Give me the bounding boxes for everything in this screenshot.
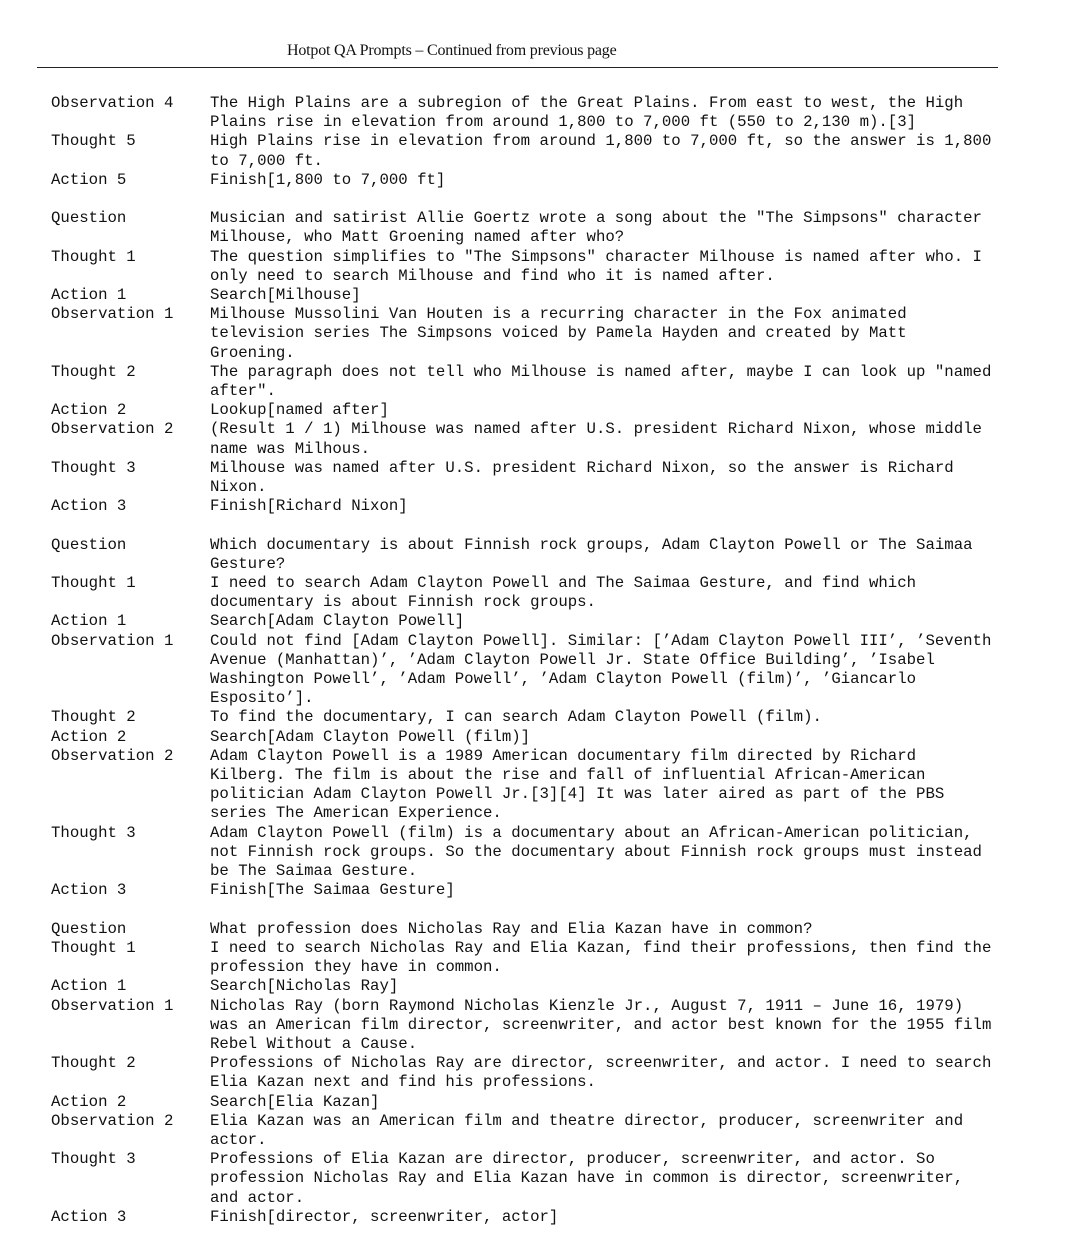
row-label: Thought 2 — [51, 1054, 136, 1073]
row-label: Action 1 — [51, 612, 127, 631]
row-label: Action 2 — [51, 401, 127, 420]
transcript-row — [51, 132, 1051, 170]
row-text: Finish[director, screenwriter, actor] — [210, 1207, 559, 1226]
row-label: Action 1 — [51, 286, 127, 305]
example-block — [51, 536, 1051, 901]
row-label: Action 5 — [51, 170, 127, 189]
transcript-row — [51, 920, 1051, 939]
transcript-row — [51, 536, 1051, 574]
page-header-title: Hotpot QA Prompts – Continued from previous page — [287, 42, 617, 59]
transcript-row — [51, 305, 1051, 363]
row-text: Search[Adam Clayton Powell] — [210, 612, 465, 631]
transcript-row — [51, 977, 1051, 996]
row-label: Observation 2 — [51, 420, 174, 439]
row-text: I need to search Adam Clayton Powell and The Saimaa Gesture, and find which documentary is about Finnish rock groups. — [210, 574, 917, 612]
transcript-row — [51, 708, 1051, 727]
row-label: Observation 2 — [51, 1111, 174, 1130]
transcript-row — [51, 881, 1051, 900]
transcript-row — [51, 632, 1051, 709]
row-text: Nicholas Ray (born Raymond Nicholas Kienzle Jr., August 7, 1911 – June 16, 1979) was an American film director, screenwriter, and actor best known for the 1955 film Rebel Without a Cause. — [210, 996, 992, 1053]
transcript-row — [51, 612, 1051, 631]
transcript-row — [51, 747, 1051, 824]
row-label: Observation 1 — [51, 631, 174, 650]
row-label: Question — [51, 209, 127, 228]
row-label: Action 2 — [51, 727, 127, 746]
transcript-row — [51, 1093, 1051, 1112]
prompt-content — [51, 94, 1051, 1234]
transcript-row — [51, 1112, 1051, 1150]
row-text: Finish[Richard Nixon] — [210, 497, 408, 516]
row-text: High Plains rise in elevation from around 1,800 to 7,000 ft, so the answer is 1,800 to 7,000 ft. — [210, 132, 992, 170]
row-label: Thought 5 — [51, 132, 136, 151]
transcript-row — [51, 1208, 1051, 1227]
row-text: The question simplifies to "The Simpsons" character Milhouse is named after who. I only need to search Milhouse and find who it is named after. — [210, 247, 982, 285]
row-text: Professions of Elia Kazan are director, producer, screenwriter, and actor. So profession Nicholas Ray and Elia Kazan have in common is director, screenwriter, and actor. — [210, 1150, 964, 1207]
example-block — [51, 209, 1051, 516]
row-text: Lookup[named after] — [210, 401, 389, 420]
transcript-row — [51, 824, 1051, 882]
row-label: Thought 3 — [51, 458, 136, 477]
row-label: Action 1 — [51, 977, 127, 996]
transcript-row — [51, 939, 1051, 977]
row-label: Thought 1 — [51, 938, 136, 957]
row-text: Search[Milhouse] — [210, 286, 361, 305]
transcript-row — [51, 497, 1051, 516]
transcript-row — [51, 574, 1051, 612]
row-label: Observation 4 — [51, 94, 174, 112]
transcript-row — [51, 363, 1051, 401]
row-text: Finish[1,800 to 7,000 ft] — [210, 170, 446, 189]
transcript-row — [51, 171, 1051, 190]
transcript-row — [51, 997, 1051, 1055]
row-label: Thought 1 — [51, 574, 136, 593]
row-text: Elia Kazan was an American film and theatre director, producer, screenwriter and actor. — [210, 1111, 964, 1149]
row-text: Search[Adam Clayton Powell (film)] — [210, 727, 531, 746]
row-text: The paragraph does not tell who Milhouse is named after, maybe I can look up "named after". — [210, 362, 992, 401]
row-text: Finish[The Saimaa Gesture] — [210, 881, 455, 900]
row-text: Musician and satirist Allie Goertz wrote a song about the "The Simpsons" character Milhouse, who Matt Groening named after who? — [210, 209, 982, 247]
example-block — [51, 920, 1051, 1227]
row-text: Professions of Nicholas Ray are director, screenwriter, and actor. I need to search Elia Kazan next and find his professions. — [210, 1054, 992, 1092]
row-text: The High Plains are a subregion of the Great Plains. From east to west, the High Plains rise in elevation from around 1,800 to 7,000 ft (550 to 2,130 m).[3] — [210, 94, 964, 132]
row-text: Adam Clayton Powell (film) is a documentary about an African-American politician, not Finnish rock groups. So the documentary about Finnish rock groups must instead be The Saimaa Gesture. — [210, 823, 982, 881]
row-label: Action 3 — [51, 497, 127, 516]
transcript-row — [51, 1150, 1051, 1208]
row-label: Thought 2 — [51, 362, 136, 381]
row-text: What profession does Nicholas Ray and Elia Kazan have in common? — [210, 919, 813, 938]
row-text: Which documentary is about Finnish rock groups, Adam Clayton Powell or The Saimaa Gesture? — [210, 535, 973, 573]
row-text: I need to search Nicholas Ray and Elia Kazan, find their professions, then find the profession they have in common. — [210, 938, 992, 977]
transcript-row — [51, 728, 1051, 747]
row-label: Thought 1 — [51, 247, 136, 266]
transcript-row — [51, 1054, 1051, 1092]
row-label: Observation 1 — [51, 996, 174, 1015]
transcript-row — [51, 286, 1051, 305]
row-label: Observation 2 — [51, 746, 174, 765]
row-text: (Result 1 / 1) Milhouse was named after U.S. president Richard Nixon, whose middle name was Milhous. — [210, 420, 982, 458]
row-label: Action 2 — [51, 1092, 127, 1111]
row-label: Question — [51, 535, 127, 554]
transcript-row — [51, 209, 1051, 247]
row-label: Thought 2 — [51, 708, 136, 727]
row-label: Thought 3 — [51, 1150, 136, 1169]
transcript-row — [51, 420, 1051, 458]
row-label: Question — [51, 919, 127, 938]
transcript-row — [51, 248, 1051, 286]
transcript-row — [51, 401, 1051, 420]
row-text: Search[Elia Kazan] — [210, 1092, 380, 1111]
example-block — [51, 94, 1051, 190]
row-text: To find the documentary, I can search Adam Clayton Powell (film). — [210, 708, 822, 727]
row-text: Milhouse was named after U.S. president Richard Nixon, so the answer is Richard Nixon. — [210, 458, 954, 497]
row-text: Adam Clayton Powell is a 1989 American documentary film directed by Richard Kilberg. The film is about the rise and fall of influential African-American politician Adam Clayton Powell Jr.[3][4] It was later aired as part of the PBS series The American Experience. — [210, 746, 945, 823]
row-text: Milhouse Mussolini Van Houten is a recurring character in the Fox animated television series The Simpsons voiced by Pamela Hayden and created by Matt Groening. — [210, 305, 907, 362]
row-text: Search[Nicholas Ray] — [210, 977, 399, 996]
row-text: Could not find [Adam Clayton Powell]. Similar: [’Adam Clayton Powell III’, ’Seventh Avenue (Manhattan)’, ’Adam Clayton Powell Jr. State Office Building’, ’Isabel Washington Powell’, ’Adam Powell’, ’Adam Clayton Powell (film)’, ’Giancarlo Esposito’]. — [210, 631, 992, 708]
row-label: Thought 3 — [51, 823, 136, 842]
row-label: Action 3 — [51, 881, 127, 900]
transcript-row — [51, 94, 1051, 132]
row-label: Observation 1 — [51, 305, 174, 324]
transcript-row — [51, 459, 1051, 497]
row-label: Action 3 — [51, 1207, 127, 1226]
